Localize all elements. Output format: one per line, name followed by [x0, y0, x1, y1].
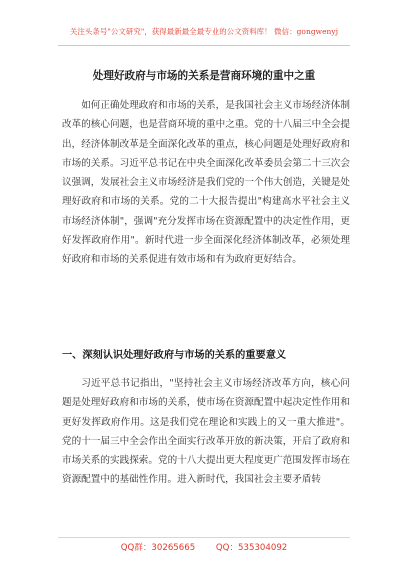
body-paragraph: 习近平总书记指出，"坚持社会主义市场经济改革方向，核心问题是处理好政府和市场的关系，使市场在资源配置中起决定性作用和更好发挥政府作用。这是我们党在理论和实践上的又一重大推进"。党的十一届三中全会作出全面实行改革开放的新决策，开启了政府和市场关系的实践探索。党的十八大提出更大程度更广范围发挥市场在资源配置中的基础性作用。进入新时代，我国社会主要矛盾转: [62, 378, 350, 486]
qq-group-number: QQ群：30265665: [120, 543, 196, 553]
document-title: 处理好政府与市场的关系是营商环境的重中之重: [92, 70, 316, 82]
qq-number: QQ：535304092: [215, 543, 288, 553]
promo-banner: 关注头条号"公文研究"，获得最新最全最专业的公文资料库！ 微信：gongwenyj: [69, 27, 339, 36]
section-heading: 一、深刻认识处理好政府与市场的关系的重要意义: [62, 349, 287, 361]
contact-footer: [0, 541, 408, 553]
body-paragraph: 如何正确处理政府和市场的关系，是我国社会主义市场经济体制改革的核心问题，也是营商环境的重中之重。党的十八届三中全会提出，经济体制改革是全面深化改革的重点，核心问题是处理好政府和市场的关系。习近平总书记在中央全面深化改革委员会第二十三次会议强调，发展社会主义市场经济是我们党的一个伟大创造，关键是处理好政府和市场的关系。党的二十大报告提出"构建高水平社会主义市场经济体制"，强调"充分发挥市场在资源配置中的决定性作用，更好发挥政府作用"。新时代进一步全面深化经济体制改革，必须处理好政府和市场的关系促进有效市场和有为政府更好结合。: [62, 100, 350, 266]
header-divider: [58, 45, 350, 46]
footer-divider: [58, 537, 350, 538]
